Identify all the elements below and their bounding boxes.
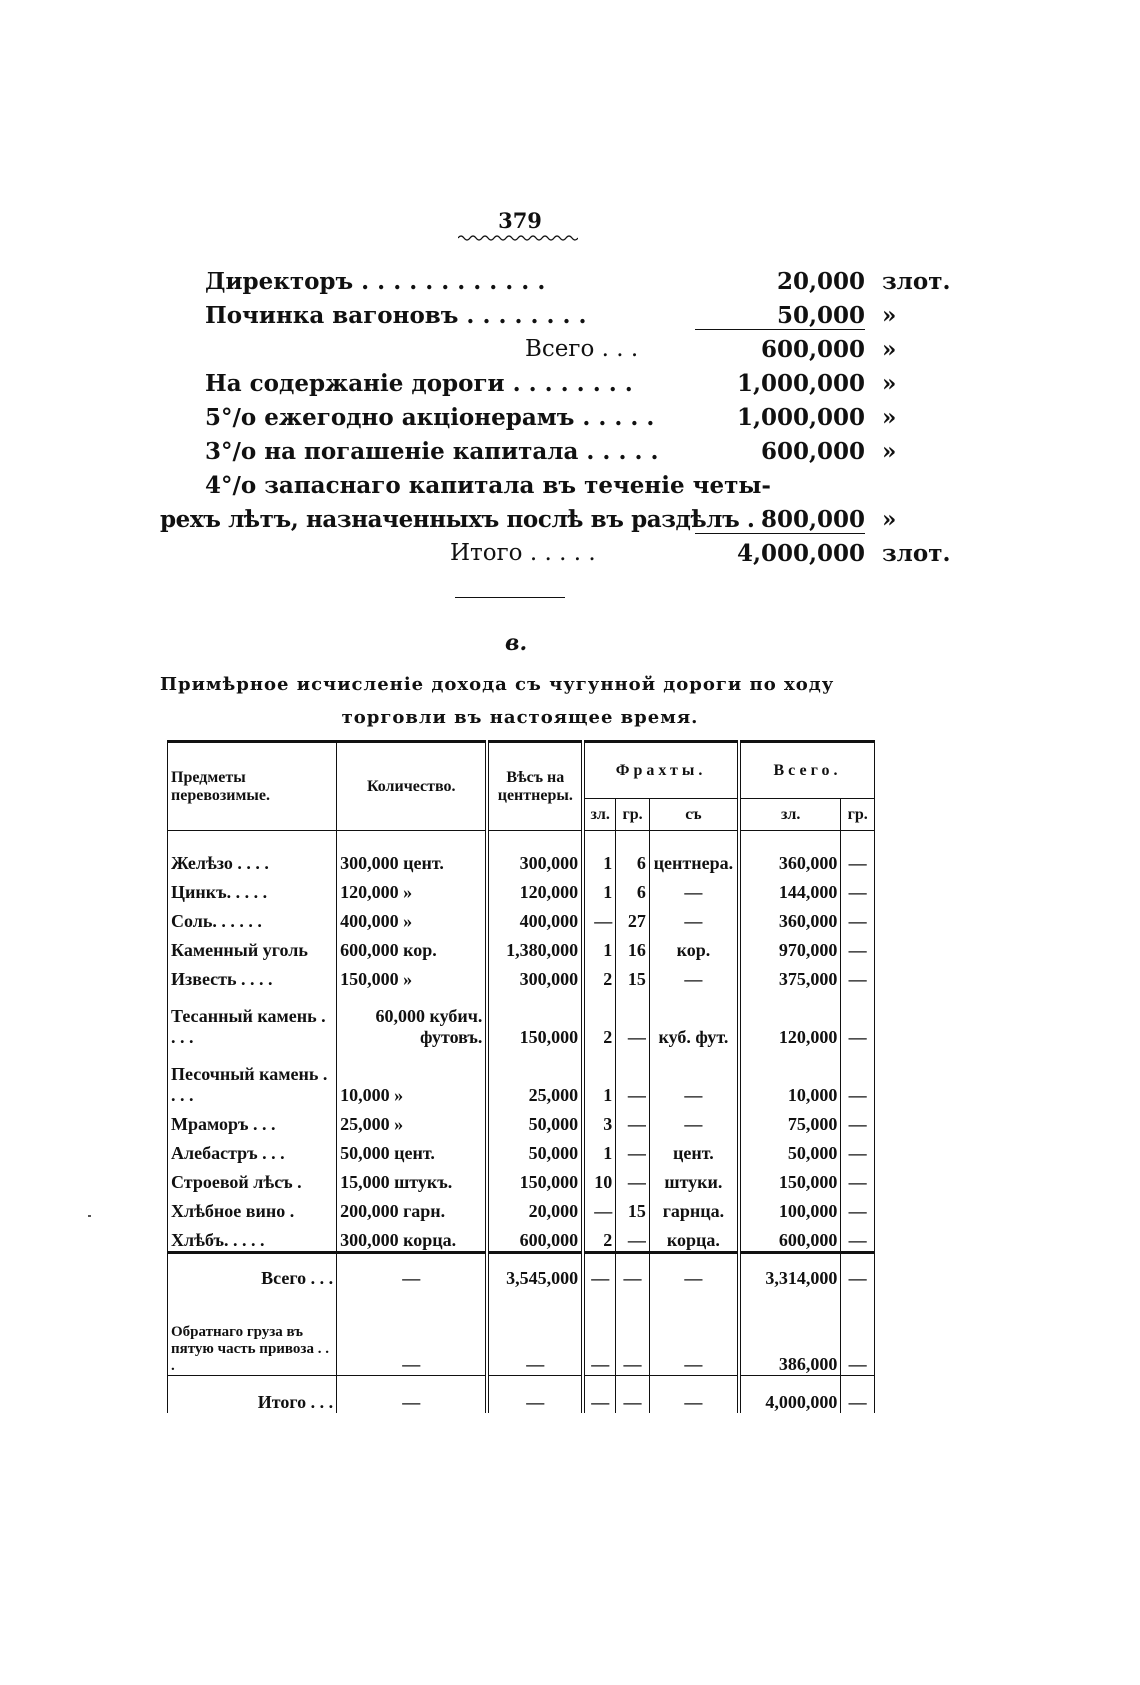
cell-per: центнера. — [649, 831, 739, 875]
cell-total-gr: — — [841, 1106, 875, 1135]
budget-label: рехъ лѣтъ, назначенныхъ послѣ въ раздѣлъ . — [160, 506, 755, 533]
table-row — [168, 1164, 875, 1193]
cell-total-zl: 970,000 — [739, 932, 841, 961]
budget-amount: 600,000 — [760, 438, 865, 465]
budget-label: Директоръ . . . . . . . . . . . . — [205, 268, 546, 295]
budget-amount: 1,000,000 — [736, 404, 865, 431]
scan-speck — [88, 1215, 91, 1217]
return-row — [168, 1289, 875, 1376]
table-row — [168, 831, 875, 875]
cell-qty: 50,000 цент. — [337, 1135, 488, 1164]
cell-per: корца. — [649, 1222, 739, 1253]
cell-total-zl: 120,000 — [739, 990, 841, 1048]
cell-zl: 1 — [583, 932, 616, 961]
cell-total-gr: — — [841, 831, 875, 875]
budget-row — [160, 540, 951, 574]
cell-item: Хлѣбное вино . — [168, 1193, 337, 1222]
cell-total-gr: — — [841, 1164, 875, 1193]
cell-zl: — — [583, 1289, 616, 1376]
cell-total-gr: — — [841, 961, 875, 990]
budget-row — [160, 438, 897, 472]
cell-gr: — — [616, 1048, 650, 1106]
header-total-gr: гр. — [841, 799, 875, 831]
cell-weight: 1,380,000 — [487, 932, 583, 961]
table-row — [168, 1193, 875, 1222]
table-row — [168, 903, 875, 932]
cell-total-gr: — — [841, 990, 875, 1048]
cell-zl: — — [583, 1193, 616, 1222]
budget-label: 3°/о на погашеніе капитала . . . . . — [205, 438, 659, 465]
cell-per: куб. фут. — [649, 990, 739, 1048]
header-quantity: Количество. — [337, 742, 488, 831]
cell-zl: 2 — [583, 1222, 616, 1253]
cell-total-gr: — — [841, 1222, 875, 1253]
budget-amount: 600,000 — [760, 336, 865, 363]
cell-weight: 50,000 — [487, 1135, 583, 1164]
cell-item: Цинкъ. . . . . — [168, 874, 337, 903]
header-gr: гр. — [616, 799, 650, 831]
budget-row — [160, 506, 897, 540]
budget-list — [160, 268, 951, 574]
budget-unit: » — [882, 370, 897, 397]
cell-qty: 60,000 кубич. футовъ. — [337, 990, 488, 1048]
cell-item: Желѣзо . . . . — [168, 831, 337, 875]
table-row — [168, 932, 875, 961]
cell-qty: — — [337, 1289, 488, 1376]
cell-zl: 1 — [583, 831, 616, 875]
budget-unit: » — [882, 336, 897, 363]
section-title-line2: торговли въ настоящее время. — [341, 707, 699, 728]
cell-qty: 15,000 штукъ. — [337, 1164, 488, 1193]
cell-total-gr: — — [841, 932, 875, 961]
cell-gr: — — [616, 1222, 650, 1253]
cell-per: — — [649, 961, 739, 990]
cell-per: — — [649, 1048, 739, 1106]
budget-label: Всего . . . — [525, 336, 639, 362]
cell-weight: 150,000 — [487, 1164, 583, 1193]
budget-unit: злот. — [882, 268, 951, 295]
final-row — [168, 1376, 875, 1414]
cell-weight: 3,545,000 — [487, 1253, 583, 1290]
cell-weight: 600,000 — [487, 1222, 583, 1253]
table-row — [168, 990, 875, 1048]
cell-weight: — — [487, 1376, 583, 1414]
cell-total-gr: — — [841, 874, 875, 903]
cell-per: штуки. — [649, 1164, 739, 1193]
cell-gr: 16 — [616, 932, 650, 961]
cell-total-gr: — — [841, 903, 875, 932]
page-number-ornament — [458, 234, 578, 242]
cell-total-zl: 4,000,000 — [739, 1376, 841, 1414]
cell-gr: — — [616, 1135, 650, 1164]
cell-qty: 120,000 » — [337, 874, 488, 903]
cell-weight: 20,000 — [487, 1193, 583, 1222]
cell-per: — — [649, 1253, 739, 1290]
cell-qty: 400,000 » — [337, 903, 488, 932]
cell-weight: 300,000 — [487, 961, 583, 990]
cell-item: Соль. . . . . . — [168, 903, 337, 932]
cell-zl: — — [583, 903, 616, 932]
cell-gr: 15 — [616, 1193, 650, 1222]
cell-per: — — [649, 903, 739, 932]
table-row — [168, 961, 875, 990]
cell-item: Мраморъ . . . — [168, 1106, 337, 1135]
budget-amount: 1,000,000 — [736, 370, 865, 397]
table-row — [168, 1222, 875, 1253]
header-per: съ — [649, 799, 739, 831]
cell-per: — — [649, 874, 739, 903]
cell-item: Известь . . . . — [168, 961, 337, 990]
cell-total-zl: 144,000 — [739, 874, 841, 903]
cell-item: Каменный уголь — [168, 932, 337, 961]
budget-unit: » — [882, 302, 897, 329]
budget-label: На содержаніе дороги . . . . . . . . — [205, 370, 633, 397]
cell-per: гарнца. — [649, 1193, 739, 1222]
budget-amount: 20,000 — [776, 268, 865, 295]
table-row — [168, 1048, 875, 1106]
budget-row — [160, 472, 880, 506]
table-row — [168, 1106, 875, 1135]
cell-total-gr: — — [841, 1048, 875, 1106]
header-items: Предметы перевозимые. — [168, 742, 337, 831]
cell-qty: 300,000 корца. — [337, 1222, 488, 1253]
cell-zl: 1 — [583, 874, 616, 903]
cell-item: Песочный камень . . . . — [168, 1048, 337, 1106]
total-row — [168, 1253, 875, 1290]
cell-gr: 6 — [616, 874, 650, 903]
cell-item: Тесанный камень . . . . — [168, 990, 337, 1048]
header-total: Всего. — [739, 742, 875, 799]
cell-qty: — — [337, 1253, 488, 1290]
cell-total-zl: 3,314,000 — [739, 1253, 841, 1290]
header-zl: зл. — [583, 799, 616, 831]
cell-gr: — — [616, 1289, 650, 1376]
cell-total-gr: — — [841, 1253, 875, 1290]
cell-total-zl: 75,000 — [739, 1106, 841, 1135]
table-row — [168, 1135, 875, 1164]
cell-total-zl: 360,000 — [739, 831, 841, 875]
cell-zl: 1 — [583, 1135, 616, 1164]
cell-zl: 2 — [583, 961, 616, 990]
header-weight: Вѣсъ на центнеры. — [487, 742, 583, 831]
budget-row — [160, 302, 897, 336]
cell-zl: — — [583, 1253, 616, 1290]
cell-qty: 150,000 » — [337, 961, 488, 990]
cell-zl: 3 — [583, 1106, 616, 1135]
cell-qty: 200,000 гарн. — [337, 1193, 488, 1222]
cell-qty: 300,000 цент. — [337, 831, 488, 875]
cell-gr: 6 — [616, 831, 650, 875]
budget-label: Починка вагоновъ . . . . . . . . — [205, 302, 587, 329]
budget-row — [160, 370, 897, 404]
cell-per: — — [649, 1106, 739, 1135]
cell-qty: 600,000 кор. — [337, 932, 488, 961]
budget-unit: » — [882, 438, 897, 465]
cell-weight: 400,000 — [487, 903, 583, 932]
cell-qty: 10,000 » — [337, 1048, 488, 1106]
cell-total-zl: 375,000 — [739, 961, 841, 990]
budget-row — [160, 336, 897, 370]
cell-gr: — — [616, 1376, 650, 1414]
cell-zl: 2 — [583, 990, 616, 1048]
cell-total-gr: — — [841, 1289, 875, 1376]
cell-total-gr: — — [841, 1193, 875, 1222]
page-number: 379 — [498, 208, 542, 233]
cell-zl: — — [583, 1376, 616, 1414]
section-title — [160, 668, 880, 734]
cell-gr: 27 — [616, 903, 650, 932]
cell-gr: — — [616, 1164, 650, 1193]
cell-weight: 25,000 — [487, 1048, 583, 1106]
header-freight: Фрахты. — [583, 742, 739, 799]
cell-weight: 50,000 — [487, 1106, 583, 1135]
section-letter: в. — [505, 630, 528, 656]
budget-unit: » — [882, 404, 897, 431]
cell-gr: — — [616, 1253, 650, 1290]
cell-item: Строевой лѣсъ . — [168, 1164, 337, 1193]
cell-per: — — [649, 1289, 739, 1376]
cell-per: кор. — [649, 932, 739, 961]
budget-amount: 50,000 — [695, 302, 865, 330]
cell-total-zl: 150,000 — [739, 1164, 841, 1193]
cell-total-zl: 10,000 — [739, 1048, 841, 1106]
cell-item: Хлѣбъ. . . . . — [168, 1222, 337, 1253]
budget-unit: » — [882, 506, 897, 533]
budget-label: 5°/о ежегодно акціонерамъ . . . . . — [205, 404, 655, 431]
cell-per: цент. — [649, 1135, 739, 1164]
budget-unit: злот. — [882, 540, 951, 567]
cell-zl: 10 — [583, 1164, 616, 1193]
cell-total-gr: — — [841, 1376, 875, 1414]
cell-per: — — [649, 1376, 739, 1414]
section-divider — [455, 597, 565, 598]
cell-total-zl: 386,000 — [739, 1289, 841, 1376]
cell-total-zl: 600,000 — [739, 1222, 841, 1253]
cell-total-zl: 360,000 — [739, 903, 841, 932]
cell-qty: — — [337, 1376, 488, 1414]
cell-qty: 25,000 » — [337, 1106, 488, 1135]
cell-item: Всего . . . — [168, 1253, 337, 1290]
budget-label: 4°/о запаснаго капитала въ теченіе четы- — [205, 472, 771, 499]
cell-item: Обратнаго груза въ пятую часть привоза . . . — [168, 1289, 337, 1376]
budget-amount: 800,000 — [695, 506, 865, 534]
budget-amount: 4,000,000 — [736, 540, 865, 567]
cell-weight: — — [487, 1289, 583, 1376]
cell-item: Алебастръ . . . — [168, 1135, 337, 1164]
cell-zl: 1 — [583, 1048, 616, 1106]
cell-item: Итого . . . — [168, 1376, 337, 1414]
cell-total-zl: 100,000 — [739, 1193, 841, 1222]
cell-weight: 150,000 — [487, 990, 583, 1048]
cell-gr: 15 — [616, 961, 650, 990]
freight-table — [167, 740, 875, 1413]
section-title-line1: Примѣрное исчисленіе дохода съ чугунной дороги по ходу — [160, 674, 835, 695]
cell-weight: 120,000 — [487, 874, 583, 903]
cell-total-zl: 50,000 — [739, 1135, 841, 1164]
cell-total-gr: — — [841, 1135, 875, 1164]
table-row — [168, 874, 875, 903]
cell-weight: 300,000 — [487, 831, 583, 875]
budget-row — [160, 404, 897, 438]
budget-label: Итого . . . . . — [450, 540, 596, 566]
budget-row — [160, 268, 951, 302]
header-total-zl: зл. — [739, 799, 841, 831]
cell-gr: — — [616, 990, 650, 1048]
cell-gr: — — [616, 1106, 650, 1135]
